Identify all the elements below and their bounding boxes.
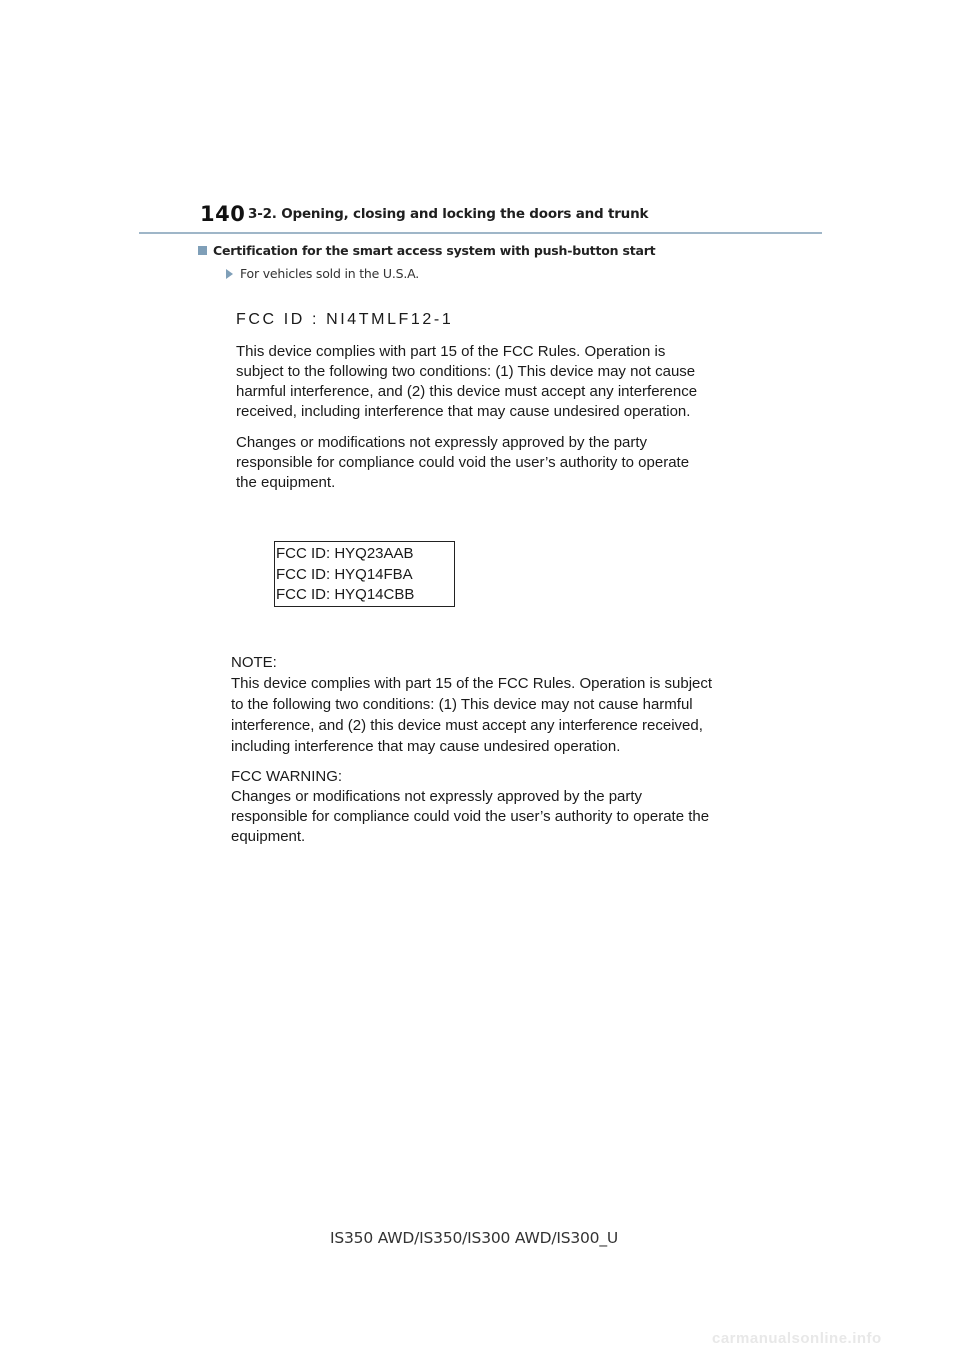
subsection-heading	[198, 243, 655, 258]
market-note	[226, 266, 419, 281]
watermark: carmanualsonline.info	[712, 1330, 882, 1347]
triangle-bullet-icon	[226, 269, 233, 279]
fcc-id-entry: FCC ID: HYQ23AAB	[276, 545, 414, 562]
text-line: Changes or modifications not expressly approved by the party	[236, 434, 648, 451]
fcc-warning-paragraph	[231, 767, 709, 847]
fcc-id-box	[274, 541, 455, 607]
note-paragraph	[231, 652, 712, 757]
text-line: interference, and (2) this device must accept any interference received,	[231, 717, 703, 734]
fcc-id-entry: FCC ID: HYQ14CBB	[276, 586, 415, 603]
text-line: including interference that may cause undesired operation.	[231, 738, 621, 755]
text-line: responsible for compliance could void the user’s authority to operate the	[231, 808, 710, 825]
text-line: This device complies with part 15 of the FCC Rules. Operation is	[236, 343, 666, 360]
fcc-id-label-1: FCC ID : NI4TMLF12-1	[236, 311, 454, 328]
text-line: equipment.	[231, 828, 306, 845]
text-line: received, including interference that may cause undesired operation.	[236, 403, 691, 420]
header-divider	[139, 232, 822, 234]
text-line: to the following two conditions: (1) This device may not cause harmful	[231, 696, 693, 713]
fcc-id-entry: FCC ID: HYQ14FBA	[276, 565, 413, 583]
page-number: 140	[200, 202, 246, 226]
text-line: the equipment.	[236, 474, 336, 491]
text-line: responsible for compliance could void the user’s authority to operate	[236, 454, 690, 471]
text-line: NOTE:	[231, 654, 277, 671]
text-line: subject to the following two conditions: (1) This device may not cause	[236, 363, 696, 380]
market-note-text: For vehicles sold in the U.S.A.	[240, 266, 420, 281]
section-title: 3-2. Opening, closing and locking the doors and trunk	[248, 206, 649, 222]
footer-model-code: IS350 AWD/IS350/IS300 AWD/IS300_U	[330, 1229, 619, 1247]
text-line: This device complies with part 15 of the FCC Rules. Operation is subject	[231, 675, 713, 692]
text-line: FCC WARNING:	[231, 768, 343, 785]
compliance-paragraph-1	[236, 342, 697, 422]
subsection-heading-text: Certification for the smart access system with push-button start	[213, 243, 656, 258]
square-bullet-icon	[198, 246, 207, 255]
text-line: Changes or modifications not expressly approved by the party	[231, 788, 643, 805]
modification-warning-1	[236, 433, 689, 493]
text-line: harmful interference, and (2) this device must accept any interference	[236, 383, 698, 400]
